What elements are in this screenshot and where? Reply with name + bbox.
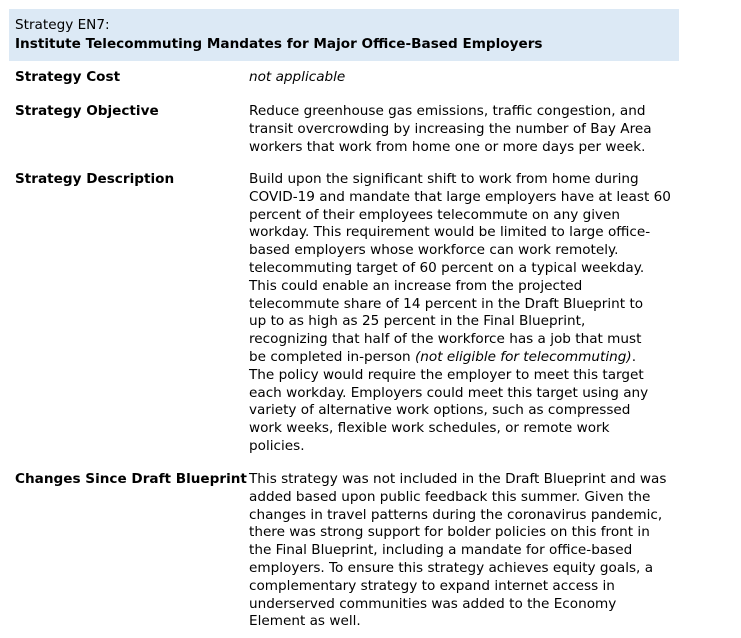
changes-line: there was strong support for bolder policies on this front in xyxy=(249,524,650,541)
objective-line: workers that work from home one or more days per week. xyxy=(249,138,646,155)
description-italic-note: (not eligible for telecommuting) xyxy=(414,348,632,365)
changes-line: underserved communities was added to the Economy xyxy=(249,595,617,612)
changes-value xyxy=(249,471,679,631)
description-line: up to as high as 25 percent in the Final Blueprint, xyxy=(249,313,586,330)
strategy-header xyxy=(9,9,679,61)
strategy-description-value xyxy=(249,171,679,456)
description-line: based employers whose workforce can work remotely. xyxy=(249,242,619,259)
changes-line: employers. To ensure this strategy achieves equity goals, a xyxy=(249,559,654,576)
description-line: percent of their employees telecommute on any given xyxy=(249,206,621,223)
description-text: . xyxy=(631,348,637,365)
description-line: telecommute share of 14 percent in the Draft Blueprint to xyxy=(249,295,644,312)
description-line: recognizing that half of the workforce has a job that must xyxy=(249,331,642,348)
description-line: Build upon the significant shift to work from home during xyxy=(249,171,639,187)
strategy-cost-value: not applicable xyxy=(249,69,346,85)
changes-line: Element as well. xyxy=(249,613,361,630)
description-line: each workday. Employers could meet this target using any xyxy=(249,384,649,401)
changes-line: changes in travel patterns during the coronavirus pandemic, xyxy=(249,506,663,523)
changes-line: complementary strategy to expand internet access in xyxy=(249,577,615,594)
strategy-objective-label: Strategy Objective xyxy=(15,103,159,119)
description-line: workday. This requirement would be limited to large office- xyxy=(249,224,651,241)
description-text: be completed in-person xyxy=(249,348,415,365)
changes-line: added based upon public feedback this summer. Given the xyxy=(249,488,651,505)
description-line: The policy would require the employer to meet this target xyxy=(249,366,644,383)
objective-line: transit overcrowding by increasing the number of Bay Area xyxy=(249,120,652,137)
description-line: This could enable an increase from the projected xyxy=(249,277,583,294)
changes-line: This strategy was not included in the Draft Blueprint and was xyxy=(249,471,667,487)
description-line: telecommuting target of 60 percent on a typical weekday. xyxy=(249,259,645,276)
changes-label: Changes Since Draft Blueprint xyxy=(15,471,247,487)
description-line-mixed xyxy=(249,349,679,367)
description-line: work weeks, flexible work schedules, or remote work xyxy=(249,420,610,437)
objective-line: Reduce greenhouse gas emissions, traffic congestion, and xyxy=(249,103,646,119)
strategy-cost-label: Strategy Cost xyxy=(15,69,121,85)
description-line: variety of alternative work options, such as compressed xyxy=(249,402,631,419)
strategy-title: Institute Telecommuting Mandates for Major Office-Based Employers xyxy=(15,36,543,52)
strategy-id: Strategy EN7: xyxy=(15,17,110,33)
description-line: COVID-19 and mandate that large employers have at least 60 xyxy=(249,188,671,205)
description-line: policies. xyxy=(249,437,305,454)
strategy-description-label: Strategy Description xyxy=(15,171,175,187)
changes-line: the Final Blueprint, including a mandate for office-based xyxy=(249,542,633,559)
strategy-objective-value xyxy=(249,103,679,156)
